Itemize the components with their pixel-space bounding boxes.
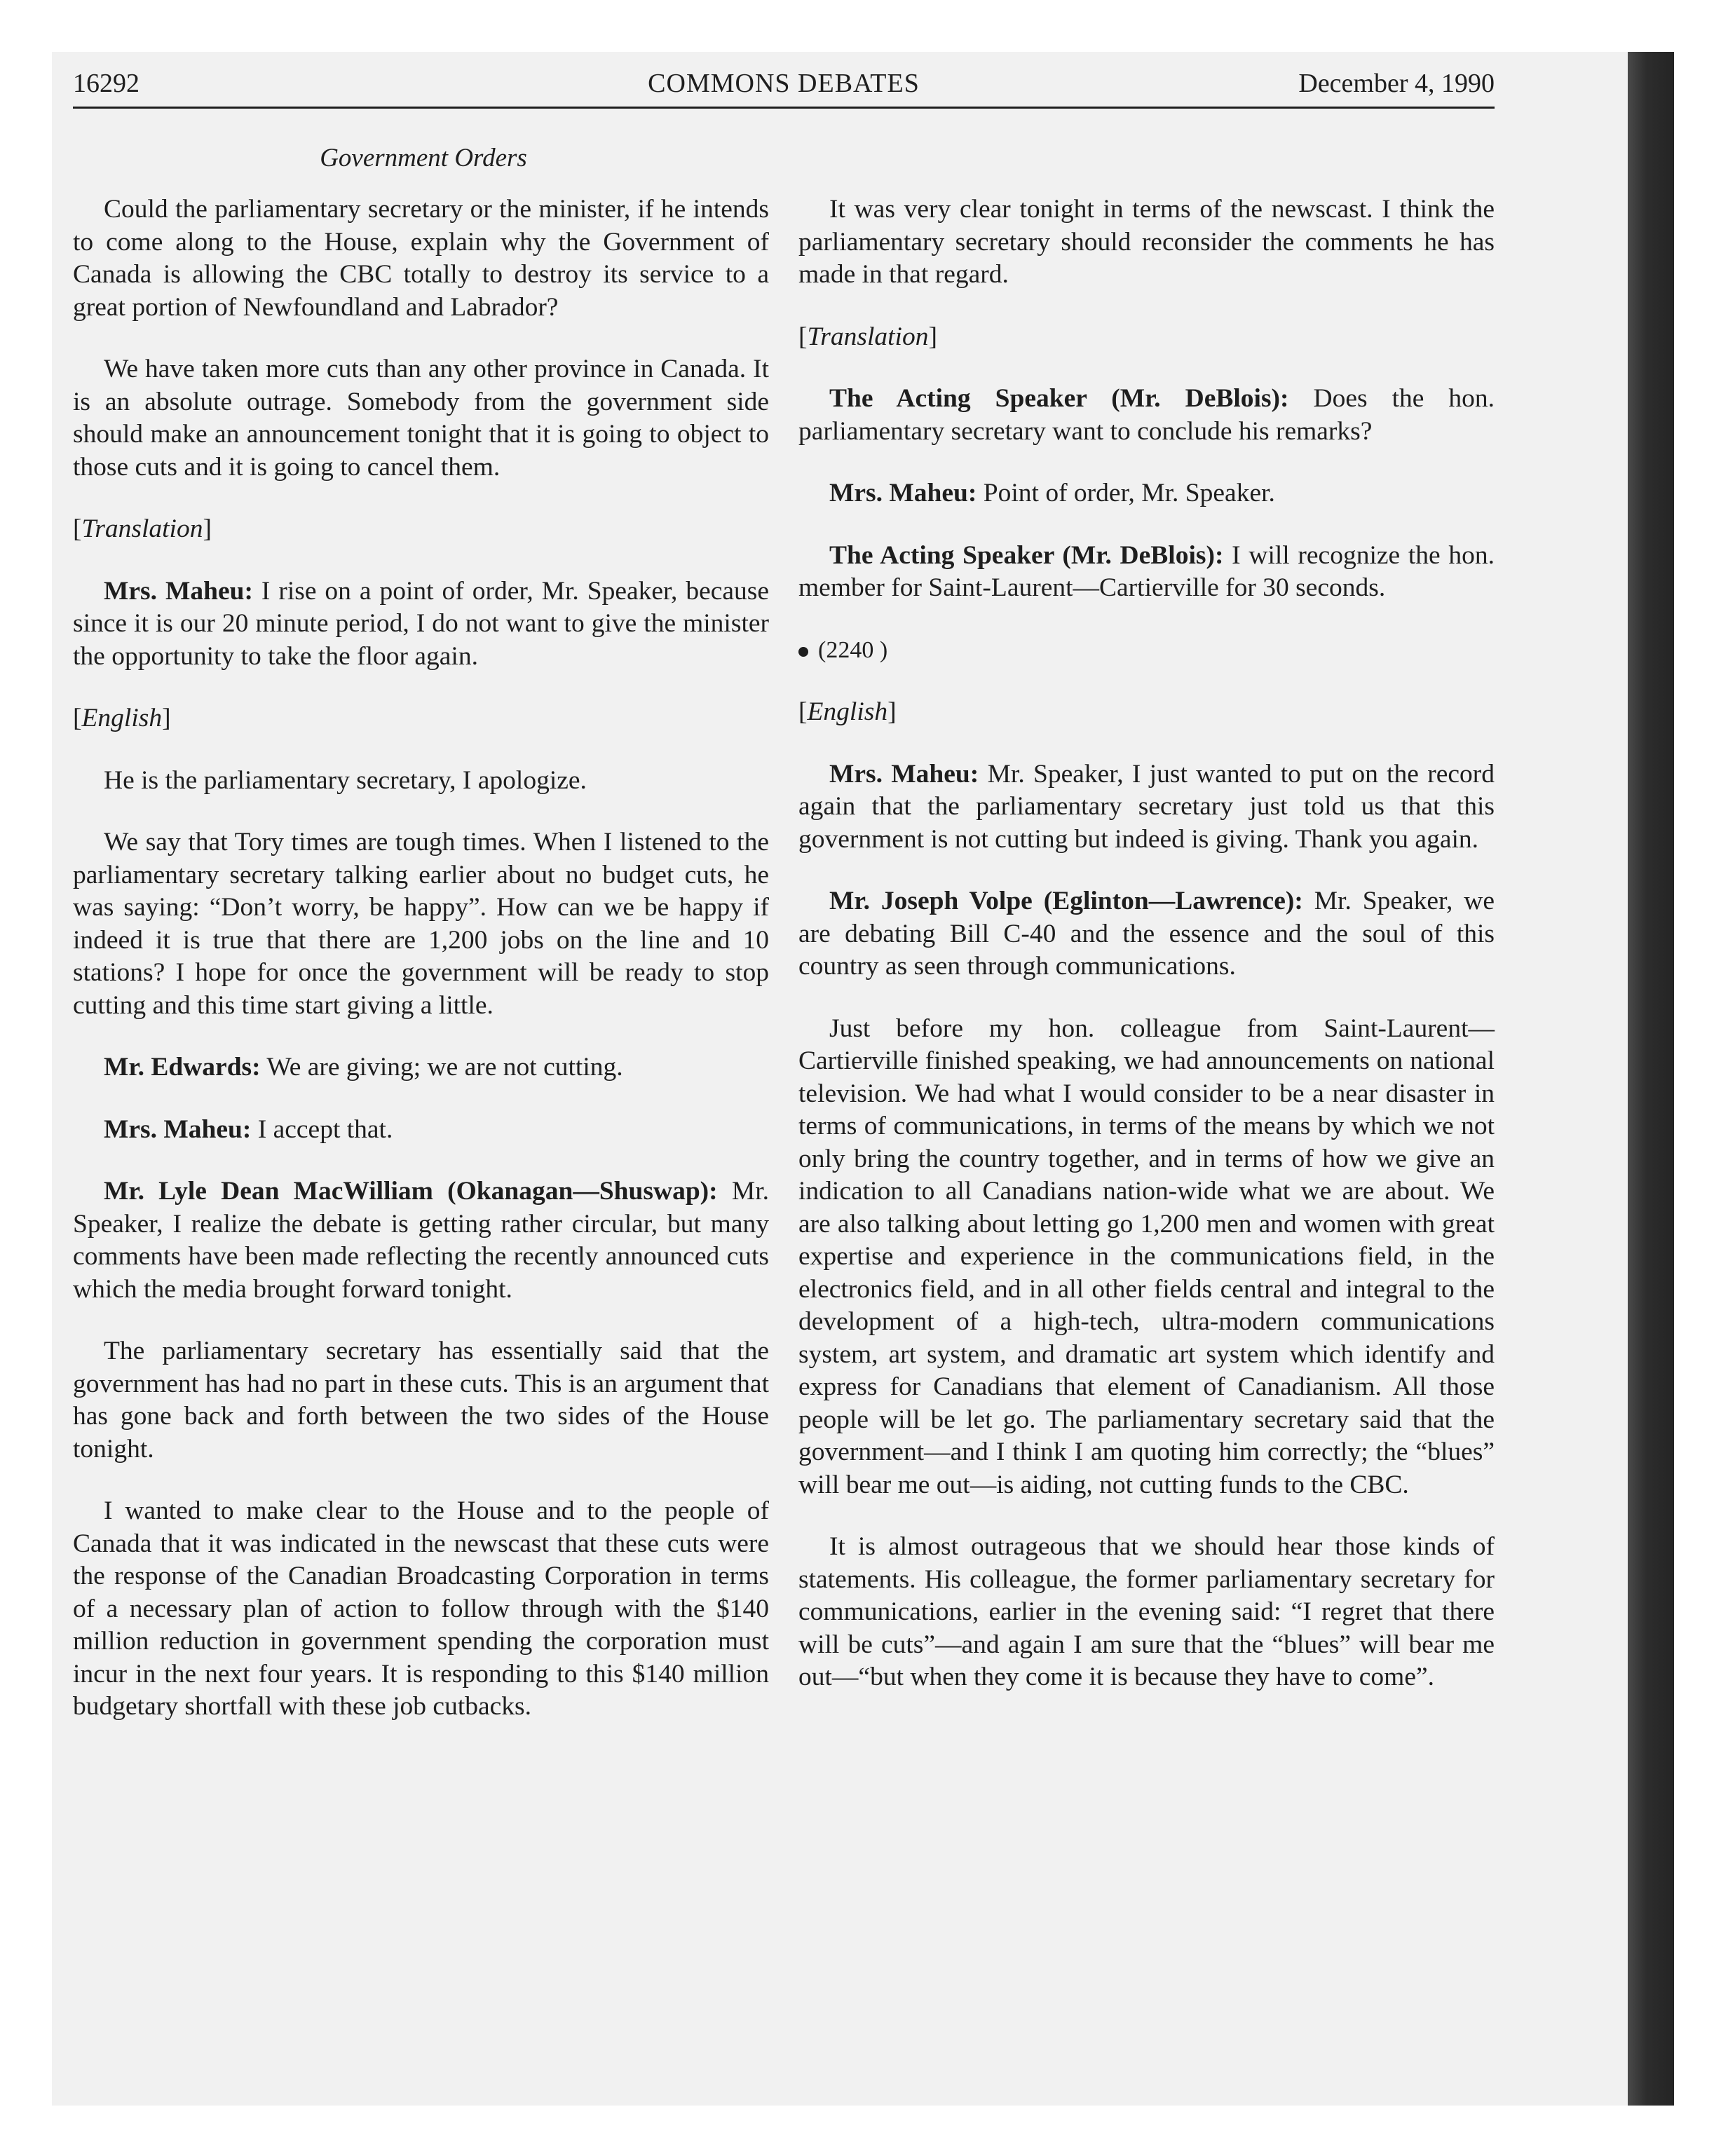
speech-paragraph xyxy=(73,1114,769,1147)
speech-text: Mr. Speaker, I just wanted to put on the record again that the parliamentary secretary just told us that this government is not cutting but indeed is giving. Thank you again. xyxy=(798,759,1495,854)
speech-paragraph xyxy=(798,477,1495,510)
speaker-name: Mr. Edwards: xyxy=(104,1053,261,1082)
speech-text: I rise on a point of order, Mr. Speaker, because since it is our 20 minute period, I do not want to give the minister the opportunity to take the floor again. xyxy=(73,576,769,671)
page-number: 16292 xyxy=(73,69,140,98)
speaker-name: Mr. Lyle Dean MacWilliam (Okanagan—Shuswap): xyxy=(104,1177,718,1206)
page-header xyxy=(73,66,1495,101)
tag-bracket-close: ] xyxy=(887,697,897,726)
speaker-name: Mr. Joseph Volpe (Eglinton—Lawrence): xyxy=(829,887,1303,915)
speaker-name: The Acting Speaker (Mr. DeBlois): xyxy=(829,384,1289,413)
speaker-name: Mrs. Maheu: xyxy=(104,576,253,606)
language-tag xyxy=(798,696,1495,729)
section-label: Government Orders xyxy=(320,144,527,172)
paragraph: He is the parliamentary secretary, I apologize. xyxy=(104,765,587,795)
speaker-name: The Acting Speaker (Mr. DeBlois): xyxy=(829,540,1224,570)
tag-text: Translation xyxy=(807,322,929,351)
tag-bracket-close: ] xyxy=(203,514,212,543)
speech-text: We are giving; we are not cutting. xyxy=(266,1053,623,1082)
speech-paragraph xyxy=(798,885,1495,983)
speech-paragraph xyxy=(798,383,1495,448)
tag-text: English xyxy=(807,697,888,726)
language-tag xyxy=(798,321,1495,354)
speech-paragraph xyxy=(73,575,769,674)
tag-bracket-close: ] xyxy=(928,322,937,351)
language-tag xyxy=(73,702,769,735)
publication-title: COMMONS DEBATES xyxy=(648,69,920,98)
paragraph: I wanted to make clear to the House and to the people of Canada that it was indicated in the newscast that these cuts were the response of the Canadian Broadcasting Corporation in terms of a necessary plan of action to follow through with the $140 million reduction in government spending the corporation must incur in the next four years. It is responding to this $140 million budgetary shortfall with these job cutbacks. xyxy=(73,1496,769,1721)
tag-bracket-open: [ xyxy=(73,704,82,732)
speech-text: Mr. Speaker, I realize the debate is getting rather circular, but many comments have been made reflecting the recently announced cuts which the media brought forward tonight. xyxy=(73,1177,769,1304)
speech-paragraph xyxy=(798,758,1495,857)
speaker-name: Mrs. Maheu: xyxy=(104,1114,252,1144)
scan-edge-shadow xyxy=(1628,52,1674,2106)
speech-text: Does the hon. parliamentary secretary want to conclude his remarks? xyxy=(798,384,1495,446)
paragraph: Could the parliamentary secretary or the minister, if he intends to come along to the House, explain why the Government of Canada is allowing the CBC totally to destroy its service to a great portion of Newfoundland and Labrador? xyxy=(73,195,769,322)
speech-paragraph xyxy=(73,1051,769,1084)
paragraph: The parliamentary secretary has essentially said that the government has had no part in these cuts. This is an argument that has gone back and forth between the two sides of the House tonight. xyxy=(73,1337,769,1464)
page-date: December 4, 1990 xyxy=(1298,69,1495,98)
right-column xyxy=(798,193,1495,1724)
paragraph: We have taken more cuts than any other province in Canada. It is an absolute outrage. Somebody from the government side should make an announcement tonight that it is going to object to those cuts and it is going to cancel them. xyxy=(73,355,769,482)
speech-text: Point of order, Mr. Speaker. xyxy=(983,479,1275,507)
speech-text: Mr. Speaker, we are debating Bill C-40 and the essence and the soul of this country as seen through communications. xyxy=(798,887,1495,981)
tag-bracket-open: [ xyxy=(73,514,82,543)
time-text: (2240 ) xyxy=(818,636,888,663)
paragraph: It is almost outrageous that we should hear those kinds of statements. His colleague, the former parliamentary secretary for communications, earlier in the evening said: “I regret that there will be cuts”—and again I am sure that the “blues” will bear me out—“but when they come it is because they have to come”. xyxy=(798,1532,1495,1691)
speaker-name: Mrs. Maheu: xyxy=(829,479,977,507)
tag-text: English xyxy=(81,704,163,732)
speech-paragraph xyxy=(73,1175,769,1306)
tag-bracket-close: ] xyxy=(162,704,171,732)
speech-paragraph xyxy=(798,540,1495,605)
header-rule xyxy=(73,107,1495,109)
language-tag xyxy=(73,513,769,546)
bullet-icon xyxy=(798,647,808,657)
left-column xyxy=(73,193,769,1753)
tag-bracket-open: [ xyxy=(798,322,808,351)
paragraph: We say that Tory times are tough times. When I listened to the parliamentary secretary talking earlier about no budget cuts, he was saying: “Don’t worry, be happy”. How can we be happy if indeed it is true that there are 1,200 jobs on the line and 10 stations? I hope for once the government will be ready to stop cutting and this time start giving a little. xyxy=(73,828,769,1020)
speech-text: I accept that. xyxy=(257,1114,393,1144)
speech-text: I will recognize the hon. member for Saint-Laurent—Cartierville for 30 seconds. xyxy=(798,540,1495,602)
time-marker xyxy=(798,634,1495,667)
tag-bracket-open: [ xyxy=(798,697,808,726)
paragraph: It was very clear tonight in terms of the newscast. I think the parliamentary secretary should reconsider the comments he has made in that regard. xyxy=(798,195,1495,289)
tag-text: Translation xyxy=(81,514,203,543)
paragraph: Just before my hon. colleague from Saint-Laurent—Cartierville finished speaking, we had announcements on national television. We had what I would consider to be a near disaster in terms of communications, in terms of the means by which we not only bring the country together, and in terms of how we give an indication to all Canadians nation-wide what we are about. We are also talking about letting go 1,200 men and women with great expertise and experience in the communications field, in the electronics field, and in all other fields central and integral to the development of a high-tech, ultra-modern communications system, art system, and dramatic art system which identify and express for Canadians that element of Canadianism. All those people will be let go. The parliamentary secretary said that the government—and I think I am quoting him correctly; the “blues” will bear me out—is aiding, not cutting funds to the CBC. xyxy=(798,1014,1495,1499)
speaker-name: Mrs. Maheu: xyxy=(829,759,979,789)
